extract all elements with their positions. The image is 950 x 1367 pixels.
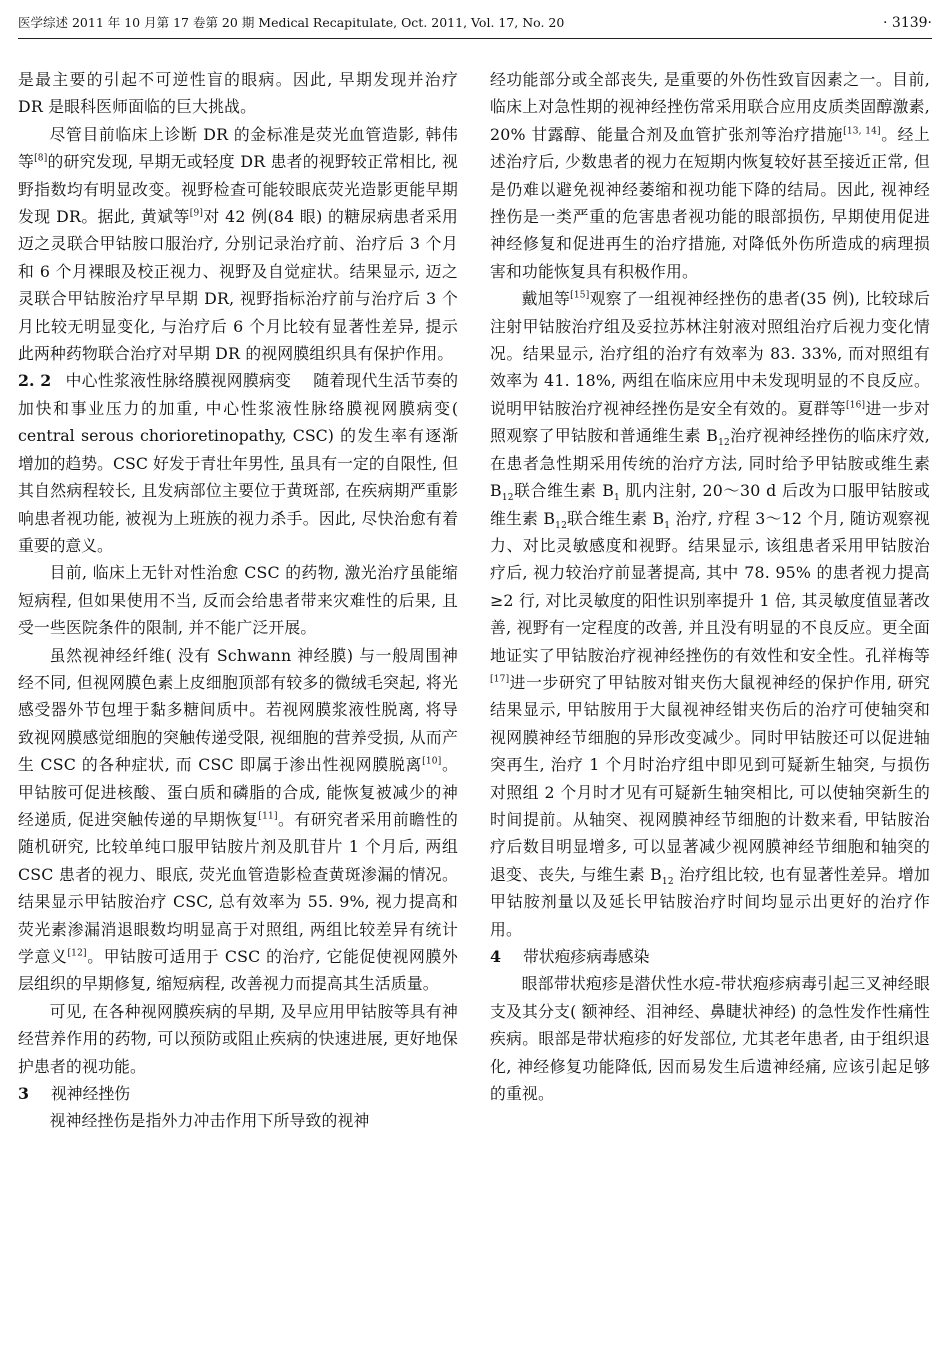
subscript: 1 — [664, 520, 671, 531]
citation-ref[interactable]: [11] — [258, 811, 278, 822]
paragraph — [18, 66, 458, 121]
citation-ref[interactable]: [15] — [570, 290, 590, 301]
section-heading-3 — [18, 1080, 458, 1107]
text-run: 治疗, 疗程 3～12 个月, 随访观察视力、对比灵敏感度和视野。结果显示, 该组患者采用甲钴胺治疗后, 视力较治疗前显著提高, 其中 78. 95% 的患者视力提高≥2 行, 对比灵敏度的阳性识别率提升 1 倍, 其灵敏度值显著改善, 视野有一定程度的改善, 并且没有明显的不良反应。更全面地证实了甲钴胺治疗视神经挫伤的有效性和安全性。孔祥梅等 — [490, 508, 931, 665]
text-run: 尽管目前临床上诊断 DR 的金标准是荧光血管造影, 韩伟等 — [18, 124, 458, 172]
subscript: 12 — [661, 876, 674, 887]
subscript: 12 — [501, 493, 514, 504]
text-run: 。经上述治疗后, 少数患者的视力在短期内恢复较好甚至接近正常, 但是仍难以避免视神经萎缩和视功能下降的结局。因此, 视神经挫伤是一类严重的危害患者视功能的眼部损伤, 早期使用促进神经修复和促进再生的治疗措施, 对降低外伤所造成的病理损害和功能恢复具有积极作用。 — [490, 124, 931, 281]
paragraph — [18, 121, 458, 368]
section-title: 中心性浆液性脉络膜视网膜病变 — [65, 371, 292, 391]
text-run: 眼部带状疱疹是潜伏性水痘-带状疱疹病毒引起三叉神经眼支及其分支( 额神经、泪神经、鼻睫状神经) 的急性发作性痛性疾病。眼部是带状疱疹的好发部位, 尤其老年患者, 由于组织退化, 神经修复功能降低, 因而易发生后遗神经痛, 应该引起足够的重视。 — [490, 974, 930, 1104]
text-run: 戴旭等 — [521, 289, 571, 309]
text-run: 。甲钴胺可促进核酸、蛋白质和磷脂的合成, 能恢复被减少的神经递质, 促进突触传递的早期恢复 — [18, 755, 458, 829]
section-number: 3 — [18, 1084, 29, 1104]
citation-ref[interactable]: [12] — [67, 948, 87, 959]
left-column — [18, 66, 458, 1135]
citation-ref[interactable]: [13, 14] — [843, 126, 881, 137]
section-number: 2. 2 — [18, 371, 52, 391]
text-run: 是最主要的引起不可逆性盲的眼病。因此, 早期发现并治疗 DR 是眼科医师面临的巨大挑战。 — [18, 70, 458, 117]
text-run: 。甲钴胺可适用于 CSC 的治疗, 它能促使视网膜外层组织的早期修复, 缩短病程, 改善视力而提高其生活质量。 — [18, 947, 458, 994]
section-number: 4 — [490, 947, 501, 966]
text-run: 进一步研究了甲钴胺对钳夹伤大鼠视神经的保护作用, 研究结果显示, 甲钴胺用于大鼠视神经钳夹伤后的治疗可使轴突和视网膜神经节细胞的异形改变减少。同时甲钴胺还可以促进轴突再生, 治疗 1 个月时治疗组中即见到可疑新生轴突, 与损伤对照组 2 个月时才见有可疑新生轴突相比, 可以使轴突新生的时间提前。从轴突、视网膜神经节细胞的计数来看, 甲钴胺治疗后数目明显增多, 可以显著减少视网膜神经节细胞和轴突的退变、丧失, 与维生素 B — [490, 672, 930, 884]
section-title: 视神经挫伤 — [51, 1084, 130, 1104]
text-run: 联合维生素 B — [567, 508, 665, 528]
text-run: 对 42 例(84 眼) 的糖尿病患者采用迈之灵联合甲钴胺口服治疗, 分别记录治疗前、治疗后 3 个月和 6 个月裸眼及校正视力、视野及自觉症状。结果显示, 迈之灵联合甲钴胺治疗早早期 DR, 视野指标治疗前与治疗后 3 个月比较无明显变化, 与治疗后 6 个月比较有显著性差异, 提示此两种药物联合治疗对早期 DR 的视网膜组织具有保护作用。 — [18, 207, 458, 364]
text-run: 治疗视神经挫伤的临床疗效, 在患者急性期采用传统的治疗方法, 同时给予甲钴胺或维生素 B — [490, 426, 930, 501]
subscript: 1 — [614, 493, 620, 504]
citation-ref[interactable]: [16] — [845, 400, 866, 411]
journal-citation: 医学综述 2011 年 10 月第 17 卷第 20 期 Medical Recapitulate, Oct. 2011, Vol. 17, No. 20 — [18, 15, 565, 30]
page-number: · 3139· — [883, 15, 932, 31]
text-run: 进一步对照观察了甲钴胺和普通维生素 B — [490, 398, 930, 446]
paragraph — [18, 1107, 458, 1134]
right-column — [490, 66, 930, 1107]
text-run: 治疗组比较, 也有显著性差异。增加甲钴胺剂量以及延长甲钴胺治疗时间均显示出更好的治疗作用。 — [490, 864, 930, 939]
paragraph — [18, 642, 458, 998]
section-title: 带状疱疹病毒感染 — [523, 947, 650, 966]
section-heading-4 — [490, 943, 930, 970]
subscript: 12 — [718, 438, 730, 449]
text-run: 可见, 在各种视网膜疾病的早期, 及早应用甲钴胺等具有神经营养作用的药物, 可以预防或阻止疾病的快速进展, 更好地保护患者的视功能。 — [18, 1001, 458, 1076]
text-run: 的研究发现, 早期无或轻度 DR 患者的视野较正常相比, 视野指数均有明显改变。视野检查可能较眼底荧光造影更能早期发现 DR。据此, 黄斌等 — [18, 152, 458, 227]
text-run: 随着现代生活节奏的加快和事业压力的加重, 中心性浆液性脉络膜视网膜病变( central serous chorioretinopathy, CSC) 的发生率有逐渐增加的趋势。CSC 好发于青壮年男性, 虽具有一定的自限性, 但其自然病程较长, 且发病部位主要位于黄斑部, 在疾病期严重影响患者视功能, 被视为上班族的视力杀手。因此, 尽快治愈有着重要的意义。 — [18, 371, 458, 555]
text-run: 联合维生素 B — [513, 481, 615, 501]
running-header — [18, 8, 932, 39]
citation-ref[interactable]: [8] — [34, 153, 48, 164]
text-run: 。有研究者采用前瞻性的随机研究, 比较单纯口服甲钴胺片剂及肌苷片 1 个月后, 两组 CSC 患者的视力、眼底, 荧光血管造影检查黄斑渗漏的情况。结果显示甲钴胺治疗 CSC, 总有效率为 55. 9%, 视力提高和荧光素渗漏消退眼数均明显高于对照组, 两组比较差异有统计学意义 — [18, 809, 458, 966]
paragraph — [18, 559, 458, 641]
paragraph — [490, 285, 930, 943]
text-run: 目前, 临床上无针对性治愈 CSC 的药物, 激光治疗虽能缩短病程, 但如果使用不当, 反而会给患者带来灾难性的后果, 且受一些医院条件的限制, 并不能广泛开展。 — [18, 563, 458, 638]
text-run: 视神经挫伤是指外力冲击作用下所导致的视神 — [49, 1111, 370, 1131]
subscript: 12 — [555, 520, 568, 531]
text-run: 肌内注射, 20～30 d 后改为口服甲钴胺或维生素 B — [490, 481, 930, 528]
paragraph — [490, 66, 930, 285]
paragraph — [18, 998, 458, 1080]
text-run: 观察了一组视神经挫伤的患者(35 例), 比较球后注射甲钴胺治疗组及妥拉苏林注射液对照组治疗后视力变化情况。结果显示, 治疗组的治疗有效率为 83. 33%, 而对照组有效率为 41. 18%, 两组在临床应用中未发现明显的不良反应。说明甲钴胺治疗视神经挫伤是安全有效的。夏群等 — [490, 289, 930, 418]
citation-ref[interactable]: [10] — [422, 756, 442, 767]
text-run: 虽然视神经纤维( 没有 Schwann 神经膜) 与一般周围神经不同, 但视网膜色素上皮细胞顶部有较多的微绒毛突起, 将光感受器外节包埋于黏多糖间质中。若视网膜浆液性脱离, 将导致视网膜感觉细胞的突触传递受限, 视细胞的营养受损, 从而产生 CSC 的各种症状, 而 CSC 即属于渗出性视网膜脱离 — [18, 645, 458, 775]
citation-ref[interactable]: [17] — [490, 674, 510, 685]
citation-ref[interactable]: [9] — [189, 208, 204, 219]
paragraph — [490, 970, 930, 1107]
section-heading-2-2 — [18, 367, 458, 559]
text-run: 经功能部分或全部丧失, 是重要的外伤性致盲因素之一。目前, 临床上对急性期的视神经挫伤常采用联合应用皮质类固醇激素, 20% 甘露醇、能量合剂及血管扩张剂等治疗措施 — [490, 70, 930, 144]
